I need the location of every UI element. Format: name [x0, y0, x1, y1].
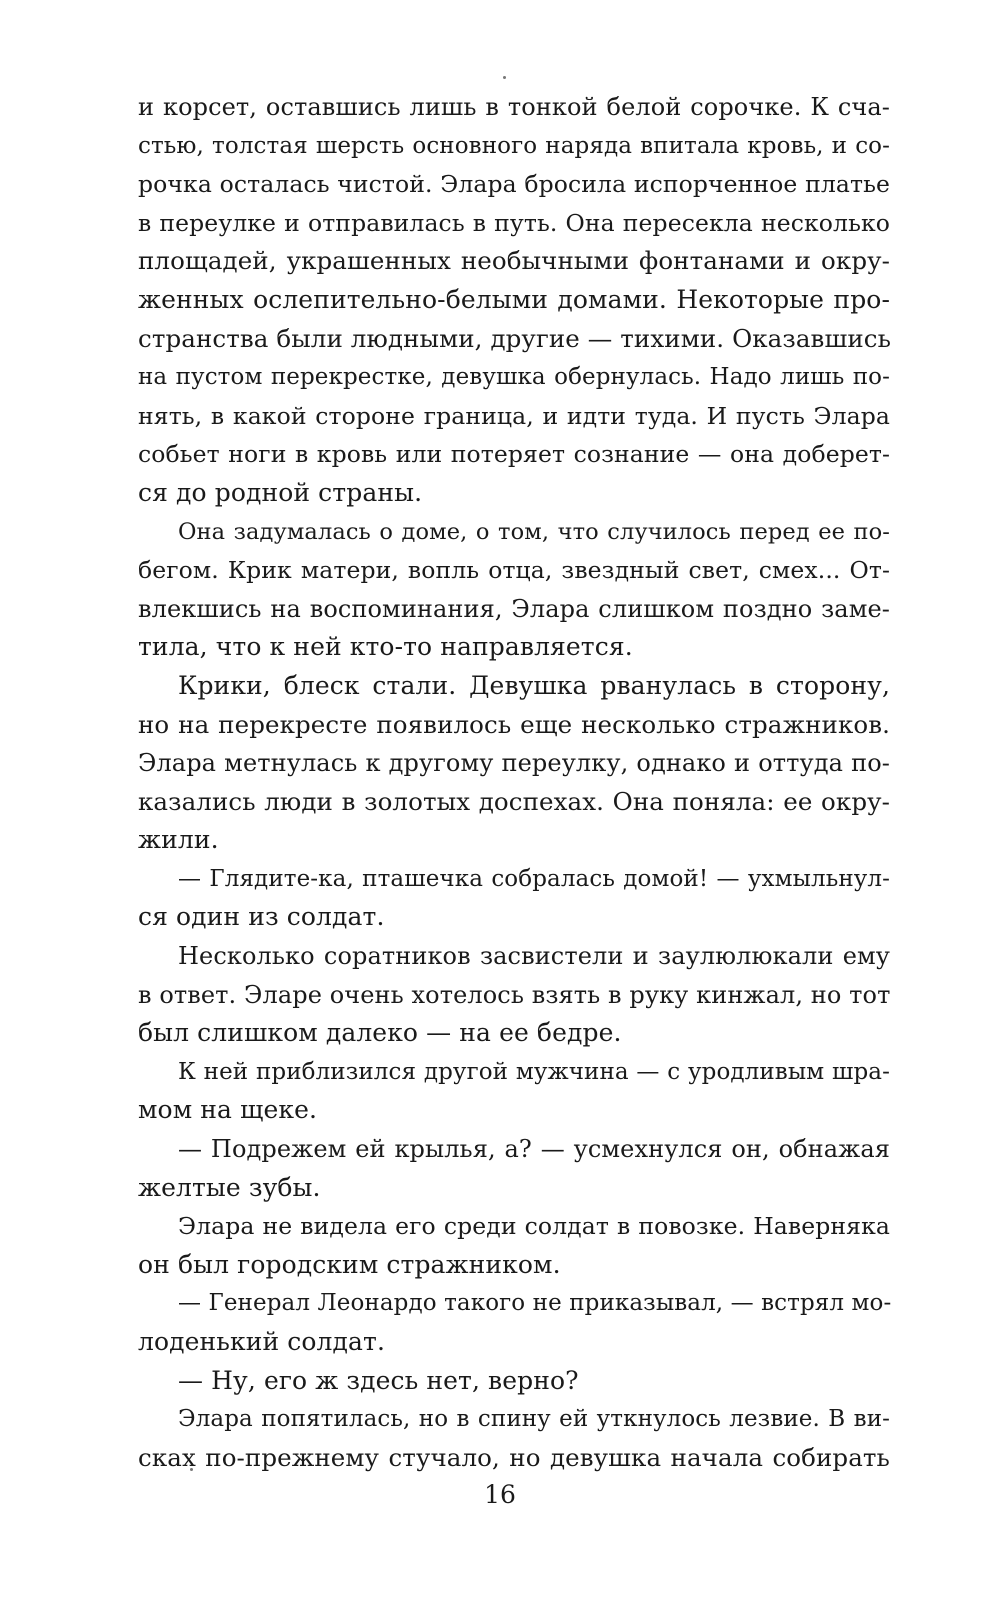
text-line: женных ослепительно-белыми домами. Некоторые про-	[138, 284, 890, 314]
text-line: желтые зубы.	[138, 1172, 321, 1202]
text-line: собьет ноги в кровь или потеряет сознание — она доберет-	[138, 440, 890, 469]
text-line: в ответ. Эларе очень хотелось взять в руку кинжал, но тот	[138, 980, 891, 1009]
text-line: площадей, украшенных необычными фонтанами и окру-	[138, 246, 890, 276]
text-line: — Ну, его ж здесь нет, верно?	[178, 1365, 579, 1395]
text-line: ся до родной страны.	[138, 477, 423, 507]
text-line: и корсет, оставшись лишь в тонкой белой сорочке. К сча-	[138, 93, 890, 121]
text-line: был слишком далеко — на ее бедре.	[138, 1018, 622, 1048]
text-line: странства были людными, другие — тихими. Оказавшись	[138, 323, 892, 353]
text-line: стью, толстая шерсть основного наряда впитала кровь, и со-	[138, 132, 890, 159]
text-line: на пустом перекрестке, девушка обернулась. Надо лишь по-	[138, 364, 890, 391]
text-line: — Генерал Леонардо такого не приказывал, — встрял мо-	[178, 1290, 892, 1317]
text-line: влекшись на воспоминания, Элара слишком поздно заме-	[138, 594, 890, 623]
text-line: тила, что к ней кто-то направляется.	[138, 632, 633, 662]
text-line: Элара метнулась к другому переулку, однако и оттуда по-	[138, 749, 890, 778]
text-line: рочка осталась чистой. Элара бросила испорченное платье	[138, 170, 890, 199]
text-line: Она задумалась о доме, о том, что случилось перед ее по-	[178, 518, 890, 545]
print-speck	[503, 76, 506, 79]
text-line: но на перекресте появилось еще несколько стражников.	[138, 709, 890, 739]
text-line: — Подрежем ей крылья, а? — усмехнулся он, обнажая	[178, 1135, 890, 1164]
text-line: нять, в какой стороне граница, и идти туда. И пусть Элара	[138, 401, 890, 430]
text-line: К ней приблизился другой мужчина — с уродливым шра-	[178, 1058, 890, 1085]
text-line: сках по-прежнему стучало, но девушка начала собирать	[138, 1442, 890, 1472]
text-line: Крики, блеск стали. Девушка рванулась в сторону,	[178, 670, 890, 700]
text-line: — Глядите-ка, пташечка собралась домой! — ухмыльнул-	[178, 865, 890, 892]
text-line: Элара попятилась, но в спину ей уткнулось лезвие. В ви-	[178, 1406, 890, 1433]
text-line: Элара не видела его среди солдат в повозке. Наверняка	[178, 1212, 890, 1241]
text-line: ся один из солдат.	[138, 902, 385, 932]
text-line: бегом. Крик матери, вопль отца, звездный свет, смех... От-	[138, 556, 890, 585]
text-line: в переулке и отправилась в путь. Она пересекла несколько	[138, 208, 890, 237]
text-line: жили.	[138, 825, 219, 855]
page-number: 16	[484, 1480, 516, 1509]
body-text	[138, 88, 890, 1477]
text-line: он был городским стражником.	[138, 1249, 561, 1279]
text-line: казались люди в золотых доспехах. Она поняла: ее окру-	[138, 786, 890, 816]
text-line: лоденький солдат.	[138, 1327, 386, 1356]
text-line: Несколько соратников засвистели и заулюлюкали ему	[178, 942, 890, 971]
text-line: мом на щеке.	[138, 1095, 318, 1125]
